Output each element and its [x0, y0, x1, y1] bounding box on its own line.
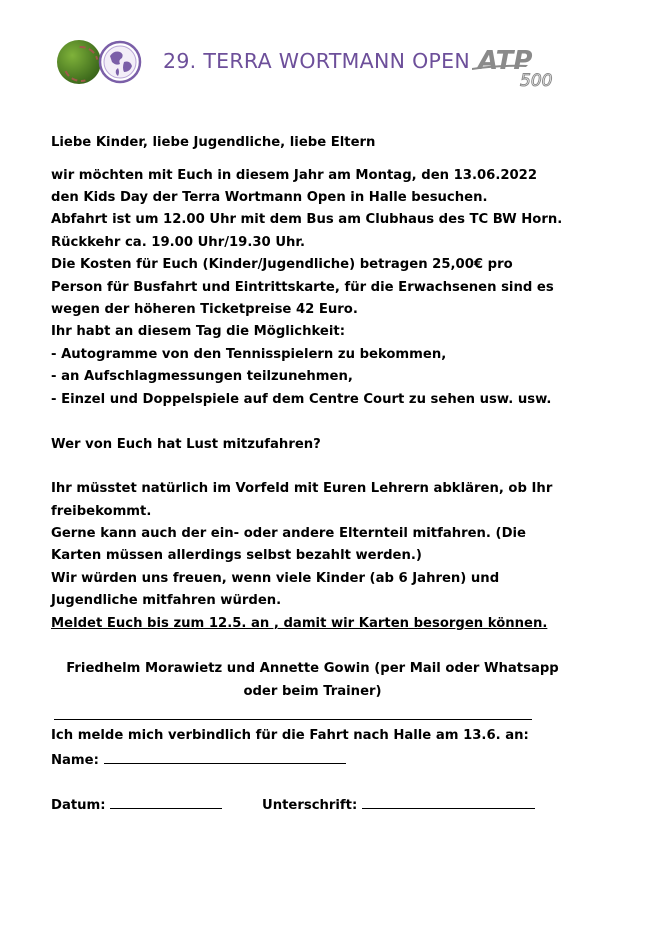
body-line: den Kids Day der Terra Wortmann Open in Halle besuchen.: [51, 190, 488, 205]
body-line: wir möchten mit Euch in diesem Jahr am Montag, den 13.06.2022: [51, 168, 538, 183]
date-blank-field[interactable]: [110, 797, 222, 809]
bullet-item: - Autogramme von den Tennisspielern zu bekommen,: [51, 347, 447, 362]
question: Wer von Euch hat Lust mitzufahren?: [51, 437, 321, 452]
greeting: Liebe Kinder, liebe Jugendliche, liebe Eltern: [51, 135, 376, 150]
bullet-item: - an Aufschlagmessungen teilzunehmen,: [51, 369, 353, 384]
body-line: Person für Busfahrt und Eintrittskarte, für die Erwachsenen sind es: [51, 280, 554, 295]
tournament-title: 29. TERRA WORTMANN OPEN: [163, 49, 471, 73]
cut-line: [54, 719, 532, 720]
body-line: wegen der höheren Ticketpreise 42 Euro.: [51, 302, 358, 317]
globe-logo-icon: [98, 40, 142, 84]
body-line: freibekommt.: [51, 504, 152, 519]
signature-row: [262, 797, 535, 812]
signature-blank-field[interactable]: [362, 797, 535, 809]
contact-line: Friedhelm Morawietz und Annette Gowin (per Mail oder Whatsapp: [66, 661, 559, 676]
name-row: [51, 752, 346, 767]
atp-500-logo-icon: [468, 42, 564, 90]
atp-logo-number: 500: [520, 71, 553, 90]
body-line: Ihr habt an diesem Tag die Möglichkeit:: [51, 324, 345, 339]
body-line: Jugendliche mitfahren würden.: [51, 593, 282, 608]
date-row: [51, 797, 222, 812]
body-line: Gerne kann auch der ein- oder andere Elternteil mitfahren. (Die: [51, 526, 526, 541]
bullet-item: - Einzel und Doppelspiele auf dem Centre Court zu sehen usw. usw.: [51, 392, 552, 407]
atp-logo-text: ATP: [478, 46, 533, 76]
name-blank-field[interactable]: [104, 752, 346, 764]
body-line: Die Kosten für Euch (Kinder/Jugendliche) betragen 25,00€ pro: [51, 257, 513, 272]
deadline-notice: Meldet Euch bis zum 12.5. an , damit wir Karten besorgen können.: [51, 616, 548, 631]
body-line: Abfahrt ist um 12.00 Uhr mit dem Bus am Clubhaus des TC BW Horn.: [51, 212, 563, 227]
body-line: Wir würden uns freuen, wenn viele Kinder (ab 6 Jahren) und: [51, 571, 500, 586]
body-line: Ihr müsstet natürlich im Vorfeld mit Euren Lehrern abklären, ob Ihr: [51, 481, 553, 496]
letter-header: [0, 0, 645, 100]
name-label: Name:: [51, 753, 99, 768]
body-line: Rückkehr ca. 19.00 Uhr/19.30 Uhr.: [51, 235, 306, 250]
date-label: Datum:: [51, 798, 106, 813]
registration-statement: Ich melde mich verbindlich für die Fahrt nach Halle am 13.6. an:: [51, 728, 529, 743]
body-line: Karten müssen allerdings selbst bezahlt werden.): [51, 548, 422, 563]
contact-line: oder beim Trainer): [243, 684, 382, 699]
signature-label: Unterschrift:: [262, 798, 358, 813]
